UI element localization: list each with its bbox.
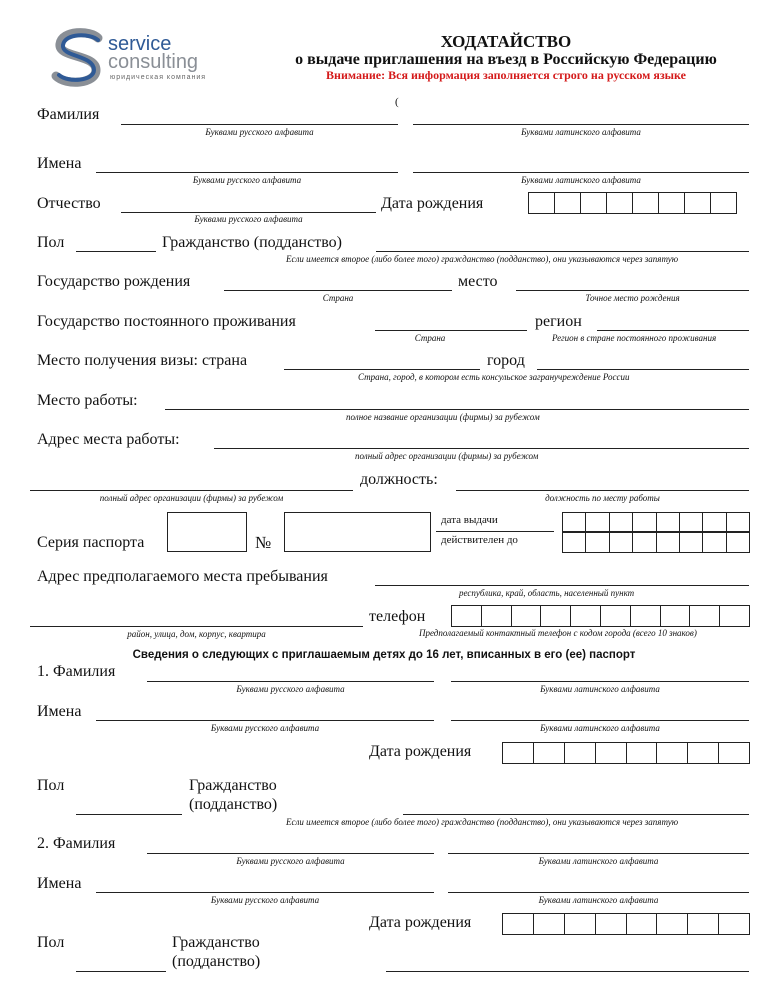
child2-surname-label: 2. Фамилия	[37, 835, 116, 852]
child1-birth-date-label: Дата рождения	[369, 743, 472, 760]
birth-place-hint: Точное место рождения	[585, 293, 680, 303]
stay-address-label: Адрес предполагаемого места пребывания	[37, 568, 328, 585]
gender-field[interactable]	[76, 251, 156, 252]
work-address-hint: полный адрес организации (фирмы) за рубежом	[355, 451, 539, 461]
names-ru-hint: Буквами русского алфавита	[192, 175, 302, 185]
child2-names-label: Имена	[37, 875, 82, 892]
child2-gender-field[interactable]	[76, 971, 166, 972]
position-hint: должность по месту работы	[545, 493, 660, 503]
citizenship-label: Гражданство (подданство)	[162, 234, 342, 251]
issue-date-divider	[436, 531, 554, 532]
children-section-heading: Сведения о следующих с приглашаемым детях до 16 лет, вписанных в его (ее) паспорт	[132, 649, 636, 661]
work-address-line2-hint: полный адрес организации (фирмы) за рубежом	[99, 493, 284, 503]
issue-date-label: дата выдачи	[441, 514, 498, 526]
logo-brand-line2: consulting	[108, 51, 199, 73]
names-ru-field[interactable]	[96, 172, 398, 173]
child1-surname-lat-field[interactable]	[451, 681, 749, 682]
birth-date-label: Дата рождения	[381, 195, 484, 212]
passport-series-label: Серия паспорта	[37, 534, 145, 551]
child1-citizenship-label-2: (подданство)	[189, 796, 278, 813]
citizenship-hint: Если имеется второе (либо более того) гражданство (подданство), они указываются через запятую	[286, 254, 679, 264]
russian-only-warning: Внимание: Вся информация заполняется строго на русском языке	[326, 68, 686, 82]
workplace-field[interactable]	[165, 409, 749, 410]
surname-label: Фамилия	[37, 106, 100, 123]
surname-ru-hint: Буквами русского алфавита	[205, 127, 314, 137]
company-logo	[50, 28, 245, 88]
child1-citizenship-hint: Если имеется второе (либо более того) гражданство (подданство), они указываются через запятую	[286, 817, 679, 827]
phone-hint: Предполагаемый контактный телефон с кодом города (всего 10 знаков)	[419, 628, 697, 638]
residence-country-hint: Страна	[414, 333, 446, 343]
child2-citizenship-field[interactable]	[386, 971, 749, 972]
position-label: должность:	[360, 471, 438, 488]
position-field[interactable]	[456, 490, 749, 491]
child2-surname-ru-hint: Буквами русского алфавита	[236, 856, 345, 866]
child2-surname-lat-field[interactable]	[448, 853, 749, 854]
workplace-label: Место работы:	[37, 392, 138, 409]
logo-brand-line1: service	[108, 33, 172, 55]
stay-address-hint: республика, край, область, населенный пункт	[459, 588, 635, 598]
passport-series-box[interactable]	[167, 512, 247, 552]
names-lat-field[interactable]	[413, 172, 749, 173]
child1-surname-ru-hint: Буквами русского алфавита	[236, 684, 345, 694]
child1-gender-label: Пол	[37, 777, 65, 794]
names-label: Имена	[37, 155, 82, 172]
phone-label: телефон	[369, 608, 426, 625]
birth-country-field[interactable]	[224, 290, 452, 291]
work-address-field[interactable]	[214, 448, 749, 449]
names-lat-hint: Буквами латинского алфавита	[521, 175, 641, 185]
valid-until-label: действителен до	[441, 534, 518, 546]
surname-lat-field[interactable]	[413, 124, 749, 125]
child1-surname-ru-field[interactable]	[147, 681, 434, 682]
child1-names-ru-field[interactable]	[96, 720, 434, 721]
surname-lat-hint: Буквами латинского алфавита	[521, 127, 641, 137]
birth-place-field[interactable]	[516, 290, 749, 291]
logo-s-emblem	[50, 28, 110, 88]
visa-country-field[interactable]	[284, 369, 480, 370]
child1-names-lat-field[interactable]	[451, 720, 749, 721]
child1-birth-date-cells[interactable]	[502, 742, 750, 764]
birth-place-label: место	[458, 273, 498, 290]
child1-names-lat-hint: Буквами латинского алфавита	[540, 723, 660, 733]
birth-country-label: Государство рождения	[37, 273, 191, 290]
phone-cells[interactable]	[451, 605, 750, 627]
visa-place-label: Место получения визы: страна	[37, 352, 248, 369]
child1-names-ru-hint: Буквами русского алфавита	[210, 723, 320, 733]
child2-birth-date-cells[interactable]	[502, 913, 750, 935]
stay-street-hint: район, улица, дом, корпус, квартира	[127, 629, 266, 639]
patronymic-hint: Буквами русского алфавита	[194, 214, 303, 224]
child1-gender-field[interactable]	[76, 814, 182, 815]
birth-country-hint: Страна	[322, 293, 354, 303]
surname-ru-field[interactable]	[121, 124, 398, 125]
issue-date-cells[interactable]	[562, 512, 750, 533]
child2-names-lat-field[interactable]	[448, 892, 749, 893]
passport-number-box[interactable]	[284, 512, 431, 552]
child2-citizenship-label-2: (подданство)	[172, 953, 261, 970]
patronymic-field[interactable]	[121, 212, 376, 213]
visa-city-label: город	[487, 352, 525, 369]
birth-date-cells[interactable]	[528, 192, 737, 214]
child2-surname-ru-field[interactable]	[147, 853, 434, 854]
child2-birth-date-label: Дата рождения	[369, 914, 472, 931]
stray-mark: (	[395, 96, 399, 108]
valid-until-cells[interactable]	[562, 531, 750, 553]
visa-city-field[interactable]	[537, 369, 749, 370]
stay-street-field[interactable]	[30, 626, 363, 627]
child2-surname-lat-hint: Буквами латинского алфавита	[538, 856, 659, 866]
stay-address-field[interactable]	[375, 585, 749, 586]
region-label: регион	[535, 313, 582, 330]
visa-place-hint: Страна, город, в котором есть консульское загранучреждение России	[358, 372, 630, 382]
child2-names-ru-field[interactable]	[96, 892, 434, 893]
passport-number-sign: №	[255, 533, 272, 552]
child2-names-lat-hint: Буквами латинского алфавита	[538, 895, 659, 905]
residence-country-label: Государство постоянного проживания	[37, 313, 296, 330]
child1-surname-label: 1. Фамилия	[37, 663, 116, 680]
child1-names-label: Имена	[37, 703, 82, 720]
form-subtitle: о выдаче приглашения на въезд в Российскую Федерацию	[295, 51, 717, 68]
region-hint: Регион в стране постоянного проживания	[552, 333, 717, 343]
citizenship-field[interactable]	[376, 251, 749, 252]
child1-surname-lat-hint: Буквами латинского алфавита	[540, 684, 660, 694]
gender-label: Пол	[37, 234, 65, 251]
child1-citizenship-field[interactable]	[403, 814, 749, 815]
workplace-hint: полное название организации (фирмы) за рубежом	[346, 412, 540, 422]
work-address-line2-field[interactable]	[30, 490, 353, 491]
logo-tagline: юридическая компания	[110, 74, 207, 81]
residence-country-field[interactable]	[375, 330, 527, 331]
patronymic-label: Отчество	[37, 195, 101, 212]
work-address-label: Адрес места работы:	[37, 431, 180, 448]
child2-citizenship-label-1: Гражданство	[172, 934, 260, 951]
form-title: ХОДАТАЙСТВО	[440, 32, 572, 51]
child2-names-ru-hint: Буквами русского алфавита	[210, 895, 320, 905]
child1-citizenship-label-1: Гражданство	[189, 777, 277, 794]
child2-gender-label: Пол	[37, 934, 65, 951]
region-field[interactable]	[597, 330, 749, 331]
